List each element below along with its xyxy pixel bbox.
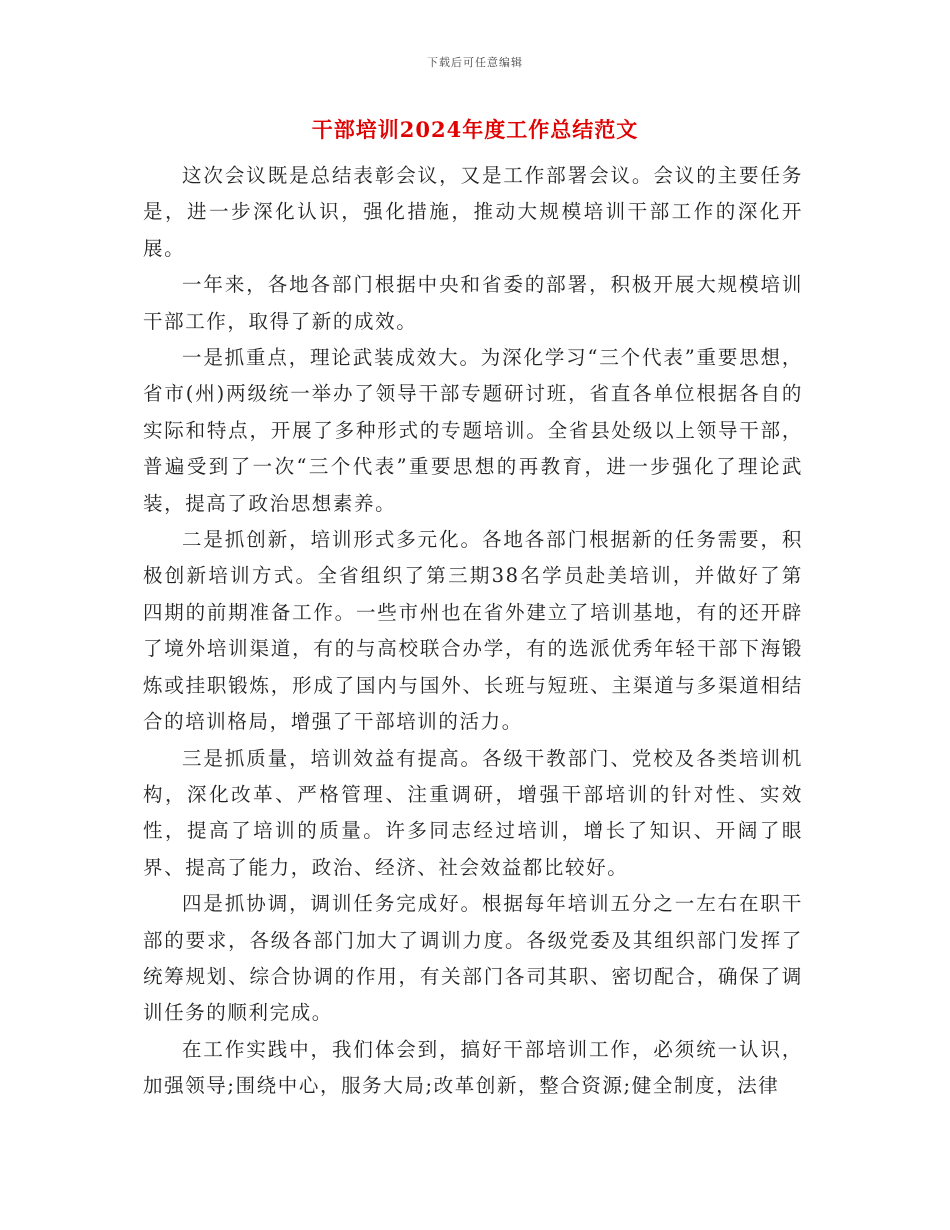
header-note: 下载后可任意编辑	[427, 56, 523, 69]
paragraph-4: 二是抓创新，培训形式多元化。各地各部门根据新的任务需要，积极创新培训方式。全省组织了第三期38名学员赴美培训，并做好了第四期的前期准备工作。一些市州也在省外建立了培训基地，有的还开辟了境外培训渠道，有的与高校联合办学，有的选派优秀年轻干部下海锻炼或挂职锻炼，形成了国内与国外、长班与短班、主渠道与多渠道相结合的培训格局，增强了干部培训的活力。	[143, 528, 803, 734]
paragraph-2: 一年来，各地各部门根据中央和省委的部署，积极开展大规模培训干部工作，取得了新的成效。	[143, 273, 803, 333]
document-body	[143, 158, 803, 1105]
paragraph-5: 三是抓质量，培训效益有提高。各级干教部门、党校及各类培训机构，深化改革、严格管理、注重调研，增强干部培训的针对性、实效性，提高了培训的质量。许多同志经过培训，增长了知识、开阔了眼界、提高了能力，政治、经济、社会效益都比较好。	[143, 746, 803, 879]
paragraph-7: 在工作实践中，我们体会到，搞好干部培训工作，必须统一认识，加强领导;围绕中心，服务大局;改革创新，整合资源;健全制度，法律	[143, 1037, 803, 1098]
document-title: 干部培训2024年度工作总结范文	[311, 117, 639, 142]
paragraph-6: 四是抓协调，调训任务完成好。根据每年培训五分之一左右在职干部的要求，各级各部门加大了调训力度。各级党委及其组织部门发挥了统筹规划、综合协调的作用，有关部门各司其职、密切配合，确保了调训任务的顺利完成。	[143, 892, 803, 1025]
paragraph-1: 这次会议既是总结表彰会议，又是工作部署会议。会议的主要任务是，进一步深化认识，强化措施，推动大规模培训干部工作的深化开展。	[143, 164, 803, 260]
paragraph-3: 一是抓重点，理论武装成效大。为深化学习“三个代表”重要思想，省市(州)两级统一举办了领导干部专题研讨班，省直各单位根据各自的实际和特点，开展了多种形式的专题培训。全省县处级以上领导干部，普遍受到了一次“三个代表”重要思想的再教育，进一步强化了理论武装，提高了政治思想素养。	[143, 346, 803, 515]
